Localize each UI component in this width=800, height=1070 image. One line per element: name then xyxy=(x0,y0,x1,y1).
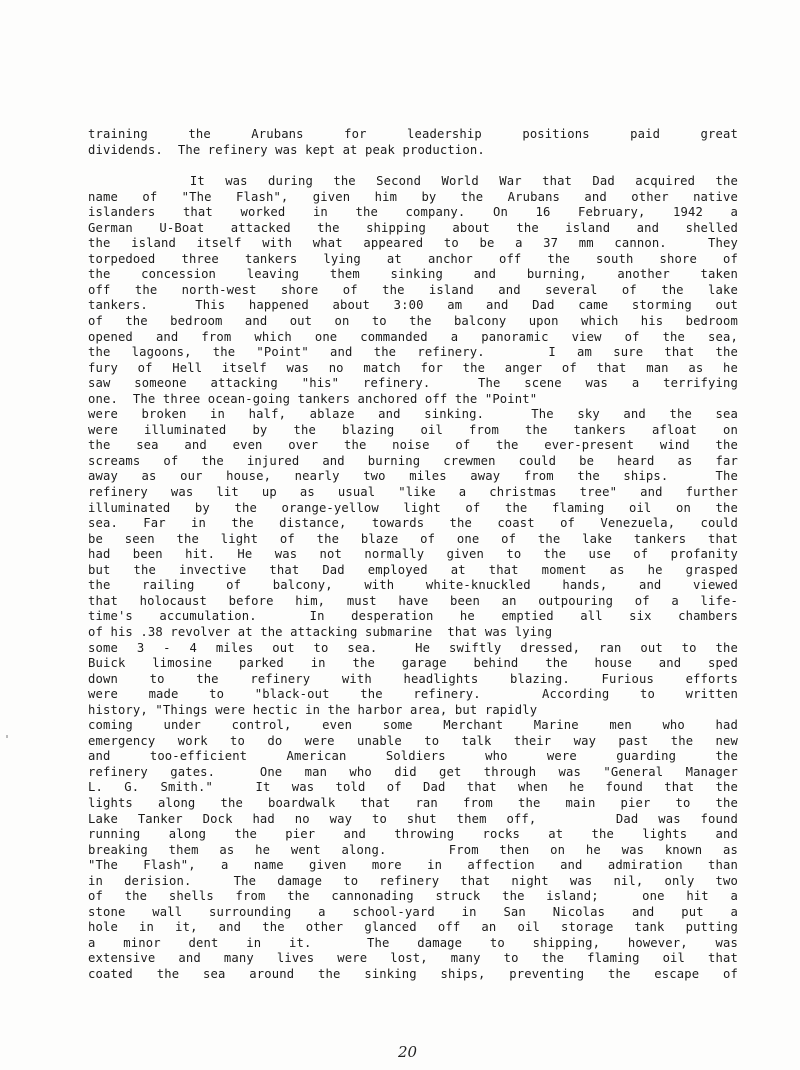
text-line: the island itself with what appeared to be a 37 mm cannon. They xyxy=(88,236,738,251)
text-line: illuminated by the orange-yellow light of the flaming oil on the xyxy=(88,500,738,515)
text-line: of the bedroom and out on to the balcony upon which his bedroom xyxy=(88,314,738,329)
text-line: stone wall surrounding a school-yard in San Nicolas and put a xyxy=(88,904,738,919)
text-line: breaking them as he went along. From then on he was known as xyxy=(88,842,738,857)
text-line: coated the sea around the sinking ships, preventing the escape of xyxy=(88,966,738,981)
text-line: time's accumulation. In desperation he emptied all six chambers xyxy=(88,609,738,624)
text-line: dividends. The refinery was kept at peak production. xyxy=(88,142,485,157)
paragraph-1 xyxy=(88,127,738,158)
text-line: L. G. Smith." It was told of Dad that when he found that the xyxy=(88,780,738,795)
scan-speck xyxy=(6,735,8,738)
text-line: Buick limosine parked in the garage behind the house and sped xyxy=(88,656,738,671)
text-line: fury of Hell itself was no match for the anger of that man as he xyxy=(88,360,738,375)
text-line: a minor dent in it. The damage to shipping, however, was xyxy=(88,935,738,950)
text-line: coming under control, even some Merchant Marine men who had xyxy=(88,718,738,733)
text-line: but the invective that Dad employed at that moment as he grasped xyxy=(88,562,738,577)
body-text xyxy=(88,127,738,983)
text-line: had been hit. He was not normally given to the use of profanity xyxy=(88,547,738,562)
text-line: of his .38 revolver at the attacking submarine that was lying xyxy=(88,624,553,639)
text-line: refinery was lit up as usual "like a christmas tree" and further xyxy=(88,485,738,500)
text-line: emergency work to do were unable to talk their way past the new xyxy=(88,733,738,748)
text-line: were illuminated by the blazing oil from the tankers afloat on xyxy=(88,422,738,437)
text-line: be seen the light of the blaze of one of the lake tankers that xyxy=(88,531,738,546)
text-line: sea. Far in the distance, towards the coast of Venezuela, could xyxy=(88,516,738,531)
text-line: the lagoons, the "Point" and the refinery. I am sure that the xyxy=(88,345,738,360)
paragraph-2 xyxy=(88,174,738,982)
text-line: the railing of balcony, with white-knuckled hands, and viewed xyxy=(88,578,738,593)
text-line: name of "The Flash", given him by the Arubans and other native xyxy=(88,189,738,204)
text-line: away as our house, nearly two miles away from the ships. The xyxy=(88,469,738,484)
text-line: running along the pier and throwing rocks at the lights and xyxy=(88,827,738,842)
text-line: training the Arubans for leadership positions paid great xyxy=(88,127,738,141)
text-line: Lake Tanker Dock had no way to shut them off, Dad was found xyxy=(88,811,738,826)
text-line: the concession leaving them sinking and burning, another taken xyxy=(88,267,738,282)
text-line: that holocaust before him, must have been an outpouring of a life- xyxy=(88,593,738,608)
text-line: islanders that worked in the company. On 16 February, 1942 a xyxy=(88,205,738,220)
text-line: lights along the boardwalk that ran from the main pier to the xyxy=(88,795,738,810)
text-line: were made to "black-out the refinery. According to written xyxy=(88,687,738,702)
text-line: history, "Things were hectic in the harbor area, but rapidly xyxy=(88,702,538,717)
text-line: refinery gates. One man who did get through was "General Manager xyxy=(88,764,738,779)
text-line: one. The three ocean-going tankers anchored off the "Point" xyxy=(88,391,538,406)
text-line: torpedoed three tankers lying at anchor off the south shore of xyxy=(88,251,738,266)
text-line: hole in it, and the other glanced off an oil storage tank putting xyxy=(88,920,738,935)
text-line: German U-Boat attacked the shipping about the island and shelled xyxy=(88,220,738,235)
text-line: It was during the Second World War that Dad acquired the xyxy=(88,174,738,189)
text-line: down to the refinery with headlights blazing. Furious efforts xyxy=(88,671,738,686)
text-line: "The Flash", a name given more in affection and admiration than xyxy=(88,858,738,873)
text-line: extensive and many lives were lost, many to the flaming oil that xyxy=(88,951,738,966)
text-line: and too-efficient American Soldiers who were guarding the xyxy=(88,749,738,764)
text-line: off the north-west shore of the island and several of the lake xyxy=(88,282,738,297)
text-line: of the shells from the cannonading struck the island; one hit a xyxy=(88,889,738,904)
paragraph-gap xyxy=(88,158,738,174)
text-line: opened and from which one commanded a panoramic view of the sea, xyxy=(88,329,738,344)
text-line: some 3 - 4 miles out to sea. He swiftly dressed, ran out to the xyxy=(88,640,738,655)
text-line: saw someone attacking "his" refinery. The scene was a terrifying xyxy=(88,376,738,391)
text-line: the sea and even over the noise of the ever-present wind the xyxy=(88,438,738,453)
text-line: tankers. This happened about 3:00 am and Dad came storming out xyxy=(88,298,738,313)
page-number: 20 xyxy=(398,1043,418,1061)
text-line: were broken in half, ablaze and sinking. The sky and the sea xyxy=(88,407,738,422)
text-line: in derision. The damage to refinery that night was nil, only two xyxy=(88,873,738,888)
text-line: screams of the injured and burning crewmen could be heard as far xyxy=(88,453,738,468)
